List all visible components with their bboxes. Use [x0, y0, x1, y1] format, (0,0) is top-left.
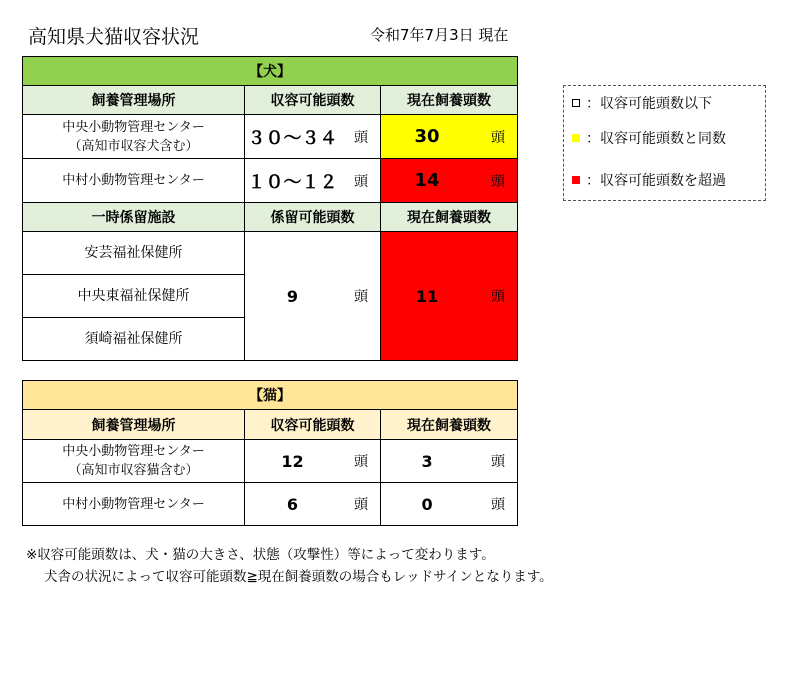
temp-capacity-cell	[245, 232, 381, 361]
temp-facility-header: 一時係留施設	[23, 203, 245, 232]
table-row	[23, 232, 518, 275]
temp-capacity-header: 係留可能頭数	[245, 203, 381, 232]
temp-facility-name: 中央東福祉保健所	[23, 275, 245, 318]
note-line-2: 犬舎の状況によって収容可能頭数≧現在飼養頭数の場合もレッドサインとなります。	[44, 569, 553, 585]
dog-capacity-header: 収容可能頭数	[245, 86, 381, 115]
current-value: 14	[414, 170, 440, 191]
legend-item-below: ：収容可能頭数以下	[572, 93, 712, 113]
legend-item-equal: ：収容可能頭数と同数	[572, 128, 726, 148]
cat-facility-header: 飼養管理場所	[23, 410, 245, 440]
legend-box	[563, 85, 766, 201]
temp-facility-name: 須崎福祉保健所	[23, 318, 245, 361]
capacity-cell	[245, 115, 381, 159]
yellow-square-icon	[572, 134, 580, 142]
current-cell	[381, 483, 518, 526]
table-row	[23, 115, 518, 159]
facility-name: 中央小動物管理センター （高知市収容猫含む）	[23, 440, 245, 483]
legend-item-over: ：収容可能頭数を超過	[572, 170, 726, 190]
note-line-1: ※収容可能頭数は、犬・猫の大きさ、状態（攻撃性）等によって変わります。	[26, 547, 495, 563]
current-value: 3	[421, 451, 433, 471]
capacity-cell	[245, 483, 381, 526]
empty-square-icon	[572, 99, 580, 107]
unit-label: 頭	[354, 497, 368, 513]
capacity-value: 12	[281, 451, 304, 471]
dog-table	[22, 56, 518, 361]
temp-current-value: 11	[415, 286, 439, 306]
unit-label: 頭	[491, 173, 506, 190]
unit-label: 頭	[354, 454, 368, 470]
capacity-cell	[245, 159, 381, 203]
table-row	[23, 483, 518, 526]
facility-name: 中村小動物管理センター	[23, 483, 245, 526]
table-row	[23, 440, 518, 483]
table-row	[23, 159, 518, 203]
unit-label: 頭	[354, 173, 368, 190]
dog-section-header: 【犬】	[23, 57, 518, 86]
cat-current-header: 現在飼養頭数	[381, 410, 518, 440]
status-date: 令和7年7月3日 現在	[370, 26, 509, 44]
current-cell	[381, 440, 518, 483]
capacity-value: 6	[286, 494, 299, 514]
current-cell	[381, 159, 518, 203]
dog-current-header: 現在飼養頭数	[381, 86, 518, 115]
page-title: 高知県犬猫収容状況	[28, 26, 200, 48]
cat-table	[22, 380, 518, 526]
red-square-icon	[572, 176, 580, 184]
dog-facility-header: 飼養管理場所	[23, 86, 245, 115]
facility-name: 中村小動物管理センター	[23, 159, 245, 203]
temp-current-header: 現在飼養頭数	[381, 203, 518, 232]
current-value: 30	[414, 126, 440, 147]
current-value: 0	[421, 494, 433, 514]
temp-current-cell	[381, 232, 518, 361]
capacity-cell	[245, 440, 381, 483]
temp-facility-name: 安芸福祉保健所	[23, 232, 245, 275]
temp-capacity-value: 9	[286, 286, 299, 306]
unit-label: 頭	[491, 289, 506, 305]
capacity-value: ３０～３４	[247, 127, 338, 149]
unit-label: 頭	[491, 454, 506, 470]
facility-name: 中央小動物管理センター （高知市収容犬含む）	[23, 115, 245, 159]
capacity-value: １０～１２	[247, 171, 338, 193]
current-cell	[381, 115, 518, 159]
unit-label: 頭	[491, 497, 506, 513]
unit-label: 頭	[354, 129, 368, 146]
cat-capacity-header: 収容可能頭数	[245, 410, 381, 440]
unit-label: 頭	[491, 129, 506, 146]
cat-section-header: 【猫】	[23, 381, 518, 410]
unit-label: 頭	[354, 289, 368, 305]
